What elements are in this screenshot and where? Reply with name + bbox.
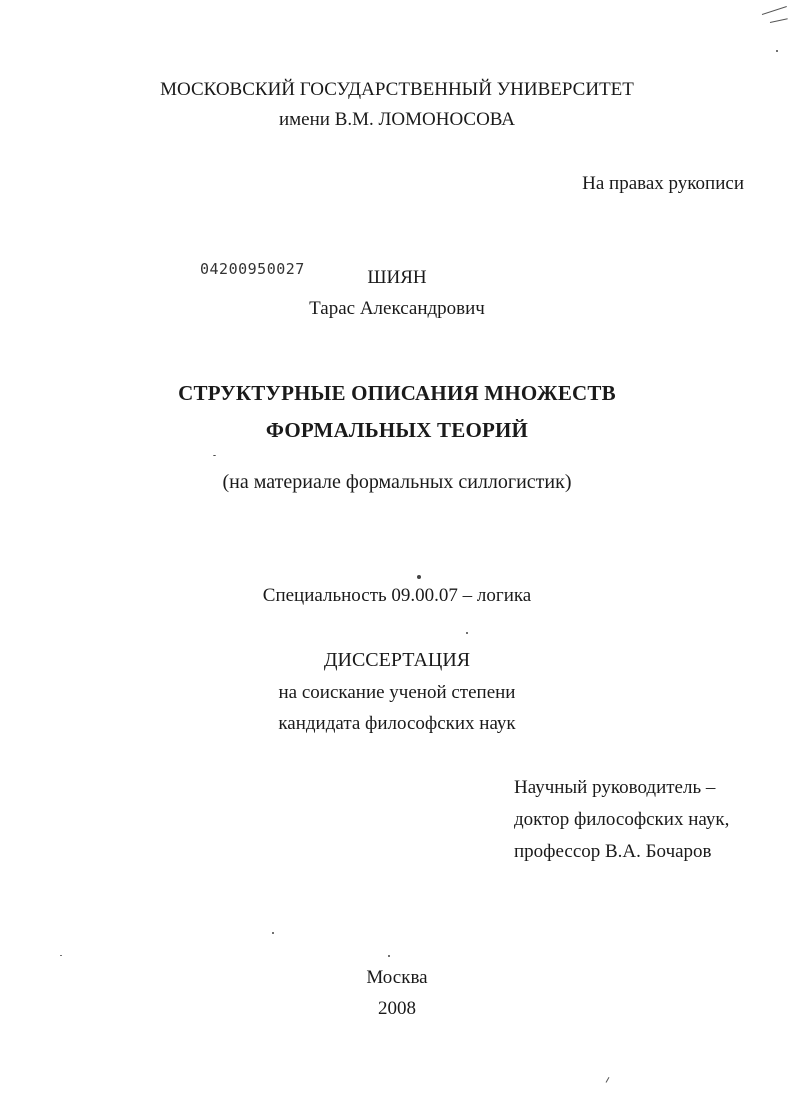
thesis-title-line-2: ФОРМАЛЬНЫХ ТЕОРИЙ	[265, 418, 529, 442]
scan-mark	[606, 1077, 610, 1083]
university-name: МОСКОВСКИЙ ГОСУДАРСТВЕННЫЙ УНИВЕРСИТЕТ	[160, 79, 634, 100]
supervisor-role: Научный руководитель –	[514, 777, 716, 798]
university-honorific: имени В.М. ЛОМОНОСОВА	[278, 109, 515, 130]
scan-speck	[466, 632, 468, 634]
registration-code: 04200950027	[200, 260, 305, 278]
manuscript-note: На правах рукописи	[582, 173, 744, 194]
scan-mark	[762, 6, 787, 15]
scan-speck	[60, 955, 62, 956]
year: 2008	[378, 998, 416, 1019]
supervisor-name: профессор В.А. Бочаров	[514, 841, 712, 862]
thesis-subtitle: (на материале формальных силлогистик)	[222, 471, 572, 493]
author-given-names: Тарас Александрович	[309, 298, 485, 319]
degree-name: кандидата философских наук	[278, 713, 516, 734]
scan-speck	[388, 955, 390, 957]
scan-speck	[213, 455, 216, 456]
thesis-title-line-1: СТРУКТУРНЫЕ ОПИСАНИЯ МНОЖЕСТВ	[178, 381, 616, 405]
city: Москва	[366, 967, 428, 988]
degree-purpose: на соискание ученой степени	[278, 682, 516, 703]
author-surname: ШИЯН	[367, 267, 427, 288]
scan-speck	[417, 575, 421, 579]
supervisor-degree: доктор философских наук,	[514, 809, 730, 830]
degree-type: ДИССЕРТАЦИЯ	[323, 649, 471, 671]
scan-mark	[770, 18, 788, 23]
scan-speck	[272, 932, 274, 934]
specialty: Специальность 09.00.07 – логика	[262, 585, 532, 606]
scan-speck	[776, 50, 778, 52]
